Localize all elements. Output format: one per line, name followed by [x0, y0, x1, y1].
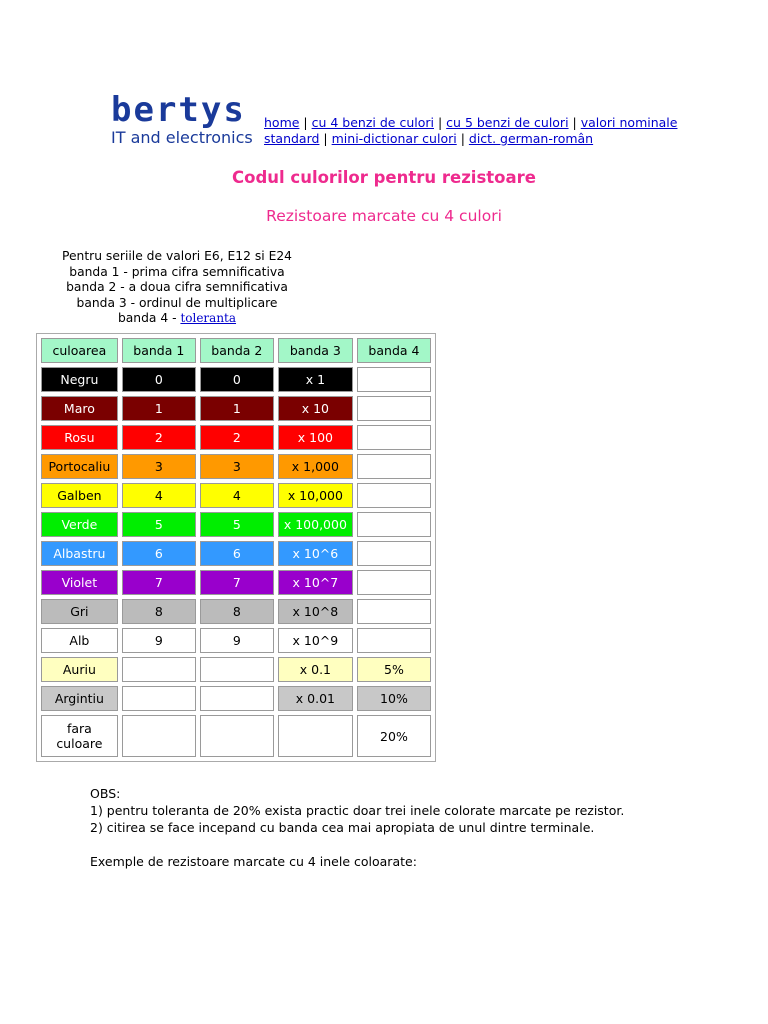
logo-name: bertys	[111, 90, 246, 130]
band-2-cell: 1	[200, 396, 274, 421]
notes	[90, 785, 624, 870]
table-row	[41, 657, 431, 682]
table-row	[41, 512, 431, 537]
band-2-cell: 5	[200, 512, 274, 537]
band-3-cell: x 0.01	[278, 686, 353, 711]
spacer	[90, 836, 624, 853]
band-1-cell: 1	[122, 396, 196, 421]
band-1-cell: 8	[122, 599, 196, 624]
band-3-cell: x 100	[278, 425, 353, 450]
table-header-row	[41, 338, 431, 363]
color-name-cell: Alb	[41, 628, 118, 653]
nav-link-5-bands[interactable]: cu 5 benzi de culori	[446, 115, 569, 130]
band-4-cell	[357, 512, 431, 537]
band-4-cell	[357, 541, 431, 566]
band-3-cell: x 100,000	[278, 512, 353, 537]
band-2-cell: 7	[200, 570, 274, 595]
header-band-3: banda 3	[278, 338, 353, 363]
band-4-cell: 10%	[357, 686, 431, 711]
table-row	[41, 425, 431, 450]
band-1-cell: 9	[122, 628, 196, 653]
intro-line-prefix: banda 4 -	[117, 311, 181, 325]
band-2-cell: 0	[200, 367, 274, 392]
nav-separator: |	[434, 115, 447, 130]
color-name-cell: Rosu	[41, 425, 118, 450]
band-4-cell	[357, 425, 431, 450]
header-band-1: banda 1	[122, 338, 196, 363]
band-3-cell: x 0.1	[278, 657, 353, 682]
band-2-cell: 8	[200, 599, 274, 624]
table-row	[41, 628, 431, 653]
band-2-cell: 4	[200, 483, 274, 508]
band-3-cell: x 10,000	[278, 483, 353, 508]
band-1-cell: 6	[122, 541, 196, 566]
band-3-cell: x 10^9	[278, 628, 353, 653]
band-2-cell: 3	[200, 454, 274, 479]
header-band-2: banda 2	[200, 338, 274, 363]
nav-link-home[interactable]: home	[264, 115, 300, 130]
band-4-cell	[357, 599, 431, 624]
table-row	[41, 541, 431, 566]
color-name-cell: Argintiu	[41, 686, 118, 711]
band-1-cell	[122, 715, 196, 757]
band-2-cell: 6	[200, 541, 274, 566]
nav-link-4-bands[interactable]: cu 4 benzi de culori	[311, 115, 434, 130]
band-2-cell	[200, 686, 274, 711]
color-name-line: culoare	[56, 736, 103, 751]
color-name-line: fara	[66, 721, 92, 736]
band-2-cell	[200, 657, 274, 682]
band-2-cell	[200, 715, 274, 757]
table-row	[41, 599, 431, 624]
nav-separator: |	[319, 131, 332, 146]
tolerance-link[interactable]: toleranta	[180, 311, 237, 325]
band-3-cell: x 1	[278, 367, 353, 392]
table-row	[41, 483, 431, 508]
band-1-cell: 3	[122, 454, 196, 479]
color-name-cell: Maro	[41, 396, 118, 421]
band-4-cell	[357, 367, 431, 392]
intro-line: banda 1 - prima cifra semnificativa	[69, 264, 285, 279]
table-row	[41, 367, 431, 392]
color-name-cell: Galben	[41, 483, 118, 508]
band-4-cell	[357, 396, 431, 421]
color-name-cell: Verde	[41, 512, 118, 537]
intro-line: Pentru seriile de valori E6, E12 si E24	[62, 249, 292, 263]
color-name-cell: Negru	[41, 367, 118, 392]
band-4-cell	[357, 483, 431, 508]
color-name-cell: Albastru	[41, 541, 118, 566]
band-1-cell: 7	[122, 570, 196, 595]
color-code-table	[36, 333, 436, 762]
nav-link-standard-values[interactable]: valori nominale standard	[264, 115, 678, 146]
table-row	[41, 686, 431, 711]
band-3-cell: x 1,000	[278, 454, 353, 479]
band-3-cell: x 10^8	[278, 599, 353, 624]
note-item: 2) citirea se face incepand cu banda cea mai apropiata de unul dintre terminale.	[90, 820, 595, 835]
color-name-cell: Auriu	[41, 657, 118, 682]
color-name-cell	[41, 715, 118, 757]
color-name-cell: Gri	[41, 599, 118, 624]
table-row	[41, 396, 431, 421]
band-1-cell	[122, 657, 196, 682]
band-3-cell: x 10^7	[278, 570, 353, 595]
band-1-cell	[122, 686, 196, 711]
table-body	[41, 367, 431, 757]
top-navigation	[264, 115, 684, 147]
header-band-4: banda 4	[357, 338, 431, 363]
band-3-cell	[278, 715, 353, 757]
band-4-cell	[357, 628, 431, 653]
intro-line: banda 2 - a doua cifra semnificativa	[66, 280, 288, 294]
nav-link-color-dictionary[interactable]: mini-dictionar culori	[331, 131, 457, 146]
band-4-cell: 20%	[357, 715, 431, 757]
notes-heading: OBS:	[90, 786, 121, 801]
band-1-cell: 5	[122, 512, 196, 537]
color-name-cell: Violet	[41, 570, 118, 595]
table-row	[41, 570, 431, 595]
intro-line: banda 3 - ordinul de multiplicare	[76, 295, 278, 310]
intro-text	[32, 249, 322, 327]
band-1-cell: 4	[122, 483, 196, 508]
color-name-cell: Portocaliu	[41, 454, 118, 479]
table-row	[41, 715, 431, 757]
band-4-cell	[357, 454, 431, 479]
note-item: 1) pentru toleranta de 20% exista practic doar trei inele colorate marcate pe rezistor.	[90, 803, 625, 818]
page-subtitle: Rezistoare marcate cu 4 culori	[266, 207, 502, 225]
band-4-cell	[357, 570, 431, 595]
page-title: Codul culorilor pentru rezistoare	[232, 168, 536, 187]
examples-heading: Exemple de rezistoare marcate cu 4 inele coloarate:	[90, 854, 417, 869]
band-4-cell: 5%	[357, 657, 431, 682]
band-1-cell: 2	[122, 425, 196, 450]
band-3-cell: x 10	[278, 396, 353, 421]
table-row	[41, 454, 431, 479]
nav-link-german-romanian[interactable]: dict. german-român	[468, 131, 594, 146]
nav-separator: |	[456, 131, 469, 146]
nav-separator: |	[299, 115, 312, 130]
band-2-cell: 2	[200, 425, 274, 450]
band-1-cell: 0	[122, 367, 196, 392]
logo-tagline: IT and electronics	[111, 128, 253, 147]
header-color: culoarea	[41, 338, 118, 363]
intro-line	[32, 311, 322, 327]
nav-separator: |	[568, 115, 581, 130]
band-2-cell: 9	[200, 628, 274, 653]
band-3-cell: x 10^6	[278, 541, 353, 566]
